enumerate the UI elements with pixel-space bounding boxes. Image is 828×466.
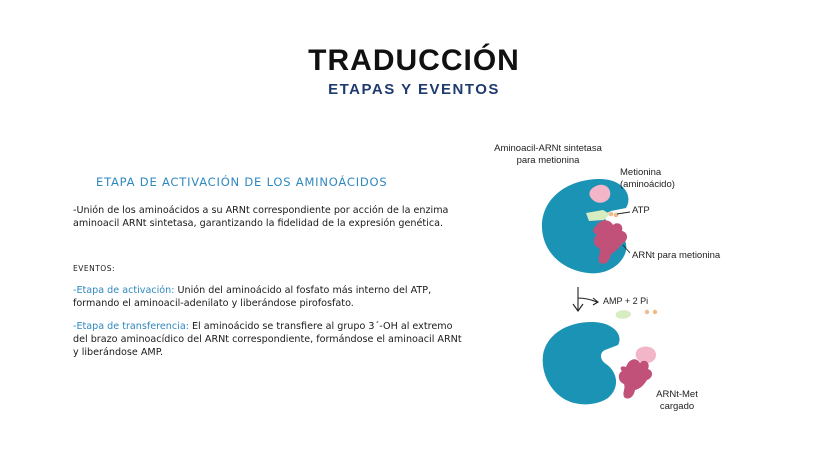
page-title: TRADUCCIÓN xyxy=(308,44,520,77)
label-amp: AMP + 2 Pi xyxy=(603,296,649,306)
charged-trna-shape xyxy=(619,359,652,398)
events-label: EVENTOS: xyxy=(73,264,115,273)
methionine-shape-bottom xyxy=(636,347,656,364)
event-activation-title: -Etapa de activación: xyxy=(73,285,175,296)
section-heading: ETAPA DE ACTIVACIÓN DE LOS AMINOÁCIDOS xyxy=(96,175,388,189)
label-trna: ARNt para metionina xyxy=(632,250,721,261)
released-pi-2 xyxy=(653,310,657,314)
released-pi-1 xyxy=(645,310,649,314)
label-line-atp xyxy=(617,212,630,214)
label-atp: ATP xyxy=(632,205,650,216)
label-charged-trna: ARNt-Met cargado xyxy=(656,389,698,412)
event-activation-text: Unión del aminoácido al fosfato más interno del ATP, formando el aminoacil-adenilato y liberándose pirofosfato. xyxy=(73,285,432,309)
atp-phosphate-2 xyxy=(614,213,619,218)
event-transfer-text: El aminoácido se transfiere al grupo 3´-OH al extremo del brazo aminoacídico del ARNt correspondiente, formándose el aminoacil ARNt y liberándose AMP. xyxy=(73,321,462,358)
label-enzyme: Aminoacil-ARNt sintetasa para metionina xyxy=(494,143,602,166)
reaction-arrow-icon xyxy=(573,287,598,311)
intro-paragraph: -Unión de los aminoácidos a su ARNt correspondiente por acción de la enzima aminoacil ARNt sintetasa, garantizando la fidelidad de la expresión genética. xyxy=(73,205,449,229)
page-subtitle: ETAPAS Y EVENTOS xyxy=(328,81,500,98)
atp-phosphate-1 xyxy=(609,212,614,217)
released-amp-shape xyxy=(616,310,631,319)
event-transfer-title: -Etapa de transferencia: xyxy=(73,321,189,332)
label-methionine: Metionina (aminoácido) xyxy=(620,167,675,190)
enzyme-bottom xyxy=(543,322,620,404)
